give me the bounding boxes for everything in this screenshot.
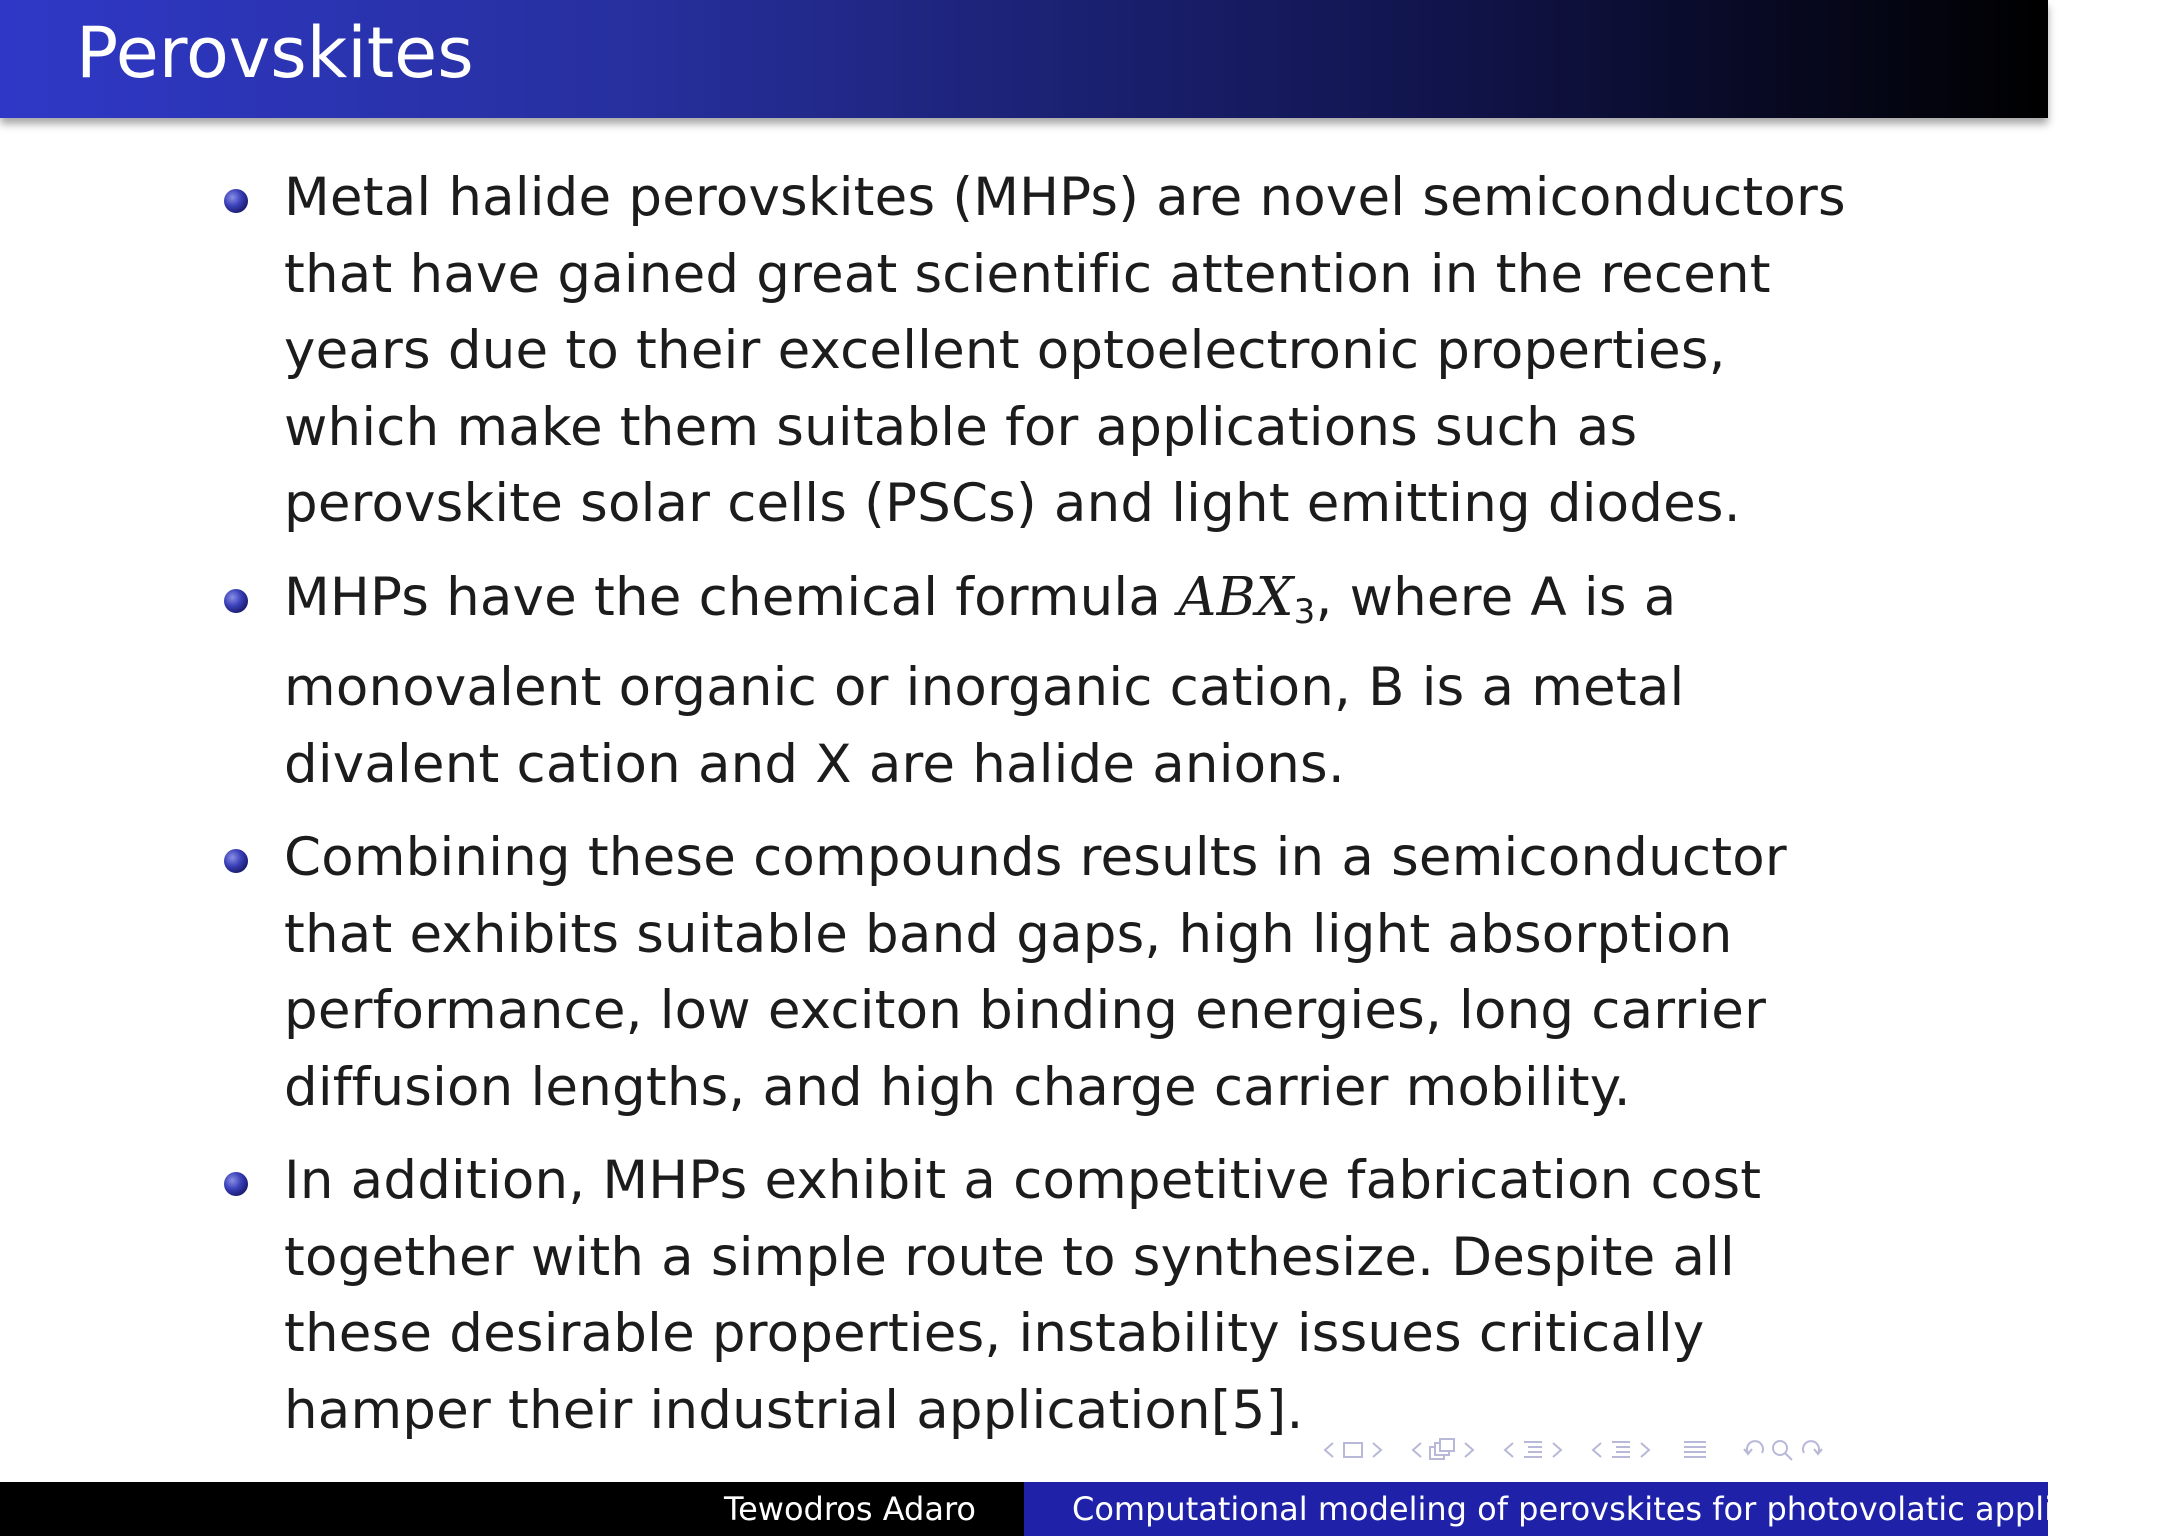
bullet-text-pre: MHPs have the chemical formula [284, 566, 1179, 628]
next-section-icon[interactable] [1548, 1439, 1566, 1461]
footer-author: Tewodros Adaro [0, 1482, 1024, 1536]
bullet-dot-icon [224, 189, 248, 213]
chemical-formula: ABX [1178, 566, 1294, 628]
slide-header [0, 0, 2048, 118]
bullet-item [222, 160, 1882, 543]
prev-subsection-icon[interactable] [1408, 1439, 1426, 1461]
bullet-item [222, 820, 1882, 1126]
prev-section-icon[interactable] [1500, 1439, 1518, 1461]
bullet-list [222, 160, 1882, 1466]
frame-icon[interactable] [1338, 1439, 1368, 1461]
formula-subscript: 3 [1293, 591, 1316, 632]
prev-frame-icon[interactable] [1320, 1439, 1338, 1461]
subsection-icon[interactable] [1426, 1437, 1460, 1463]
bullet-dot-icon [224, 1172, 248, 1196]
bullet-dot-icon [224, 589, 248, 613]
back-icon[interactable] [1738, 1437, 1768, 1463]
section-icon[interactable] [1606, 1437, 1636, 1463]
section-icon[interactable] [1518, 1437, 1548, 1463]
bullet-item [222, 1143, 1882, 1449]
bullet-text: In addition, MHPs exhibit a competitive fabrication cost together with a simple route to synthesize. Despite all these desirable properties, instability issues critically hamper their industrial application[5]. [284, 1150, 1762, 1441]
forward-icon[interactable] [1798, 1437, 1828, 1463]
document-icon[interactable] [1676, 1437, 1716, 1463]
next-frame-icon[interactable] [1368, 1439, 1386, 1461]
next-subsection-icon[interactable] [1460, 1439, 1478, 1461]
footer-talk-title: Computational modeling of perovskites for photovolatic applications [1024, 1482, 2048, 1536]
slide-title: Perovskites [76, 12, 474, 94]
bullet-text: Combining these compounds results in a semiconductor that exhibits suitable band gaps, high light absorption performance, low exciton binding energies, long carrier diffusion lengths, and high charge carrier mobility. [284, 827, 1787, 1118]
slide-footer [0, 1482, 2168, 1536]
beamer-navigation [1320, 1432, 2040, 1468]
bullet-text-post: , where A is a monovalent organic or inorganic cation, B is a metal divalent cation and X are halide anions. [284, 566, 1685, 795]
bullet-text: Metal halide perovskites (MHPs) are novel semiconductors that have gained great scientific attention in the recent years due to their excellent optoelectronic properties, which make them suitable for applications such as perovskite solar cells (PSCs) and light emitting diodes. [284, 167, 1846, 534]
next-section-icon[interactable] [1636, 1439, 1654, 1461]
prev-section-icon[interactable] [1588, 1439, 1606, 1461]
bullet-dot-icon [224, 849, 248, 873]
bullet-item [222, 560, 1882, 804]
search-icon[interactable] [1768, 1437, 1798, 1463]
